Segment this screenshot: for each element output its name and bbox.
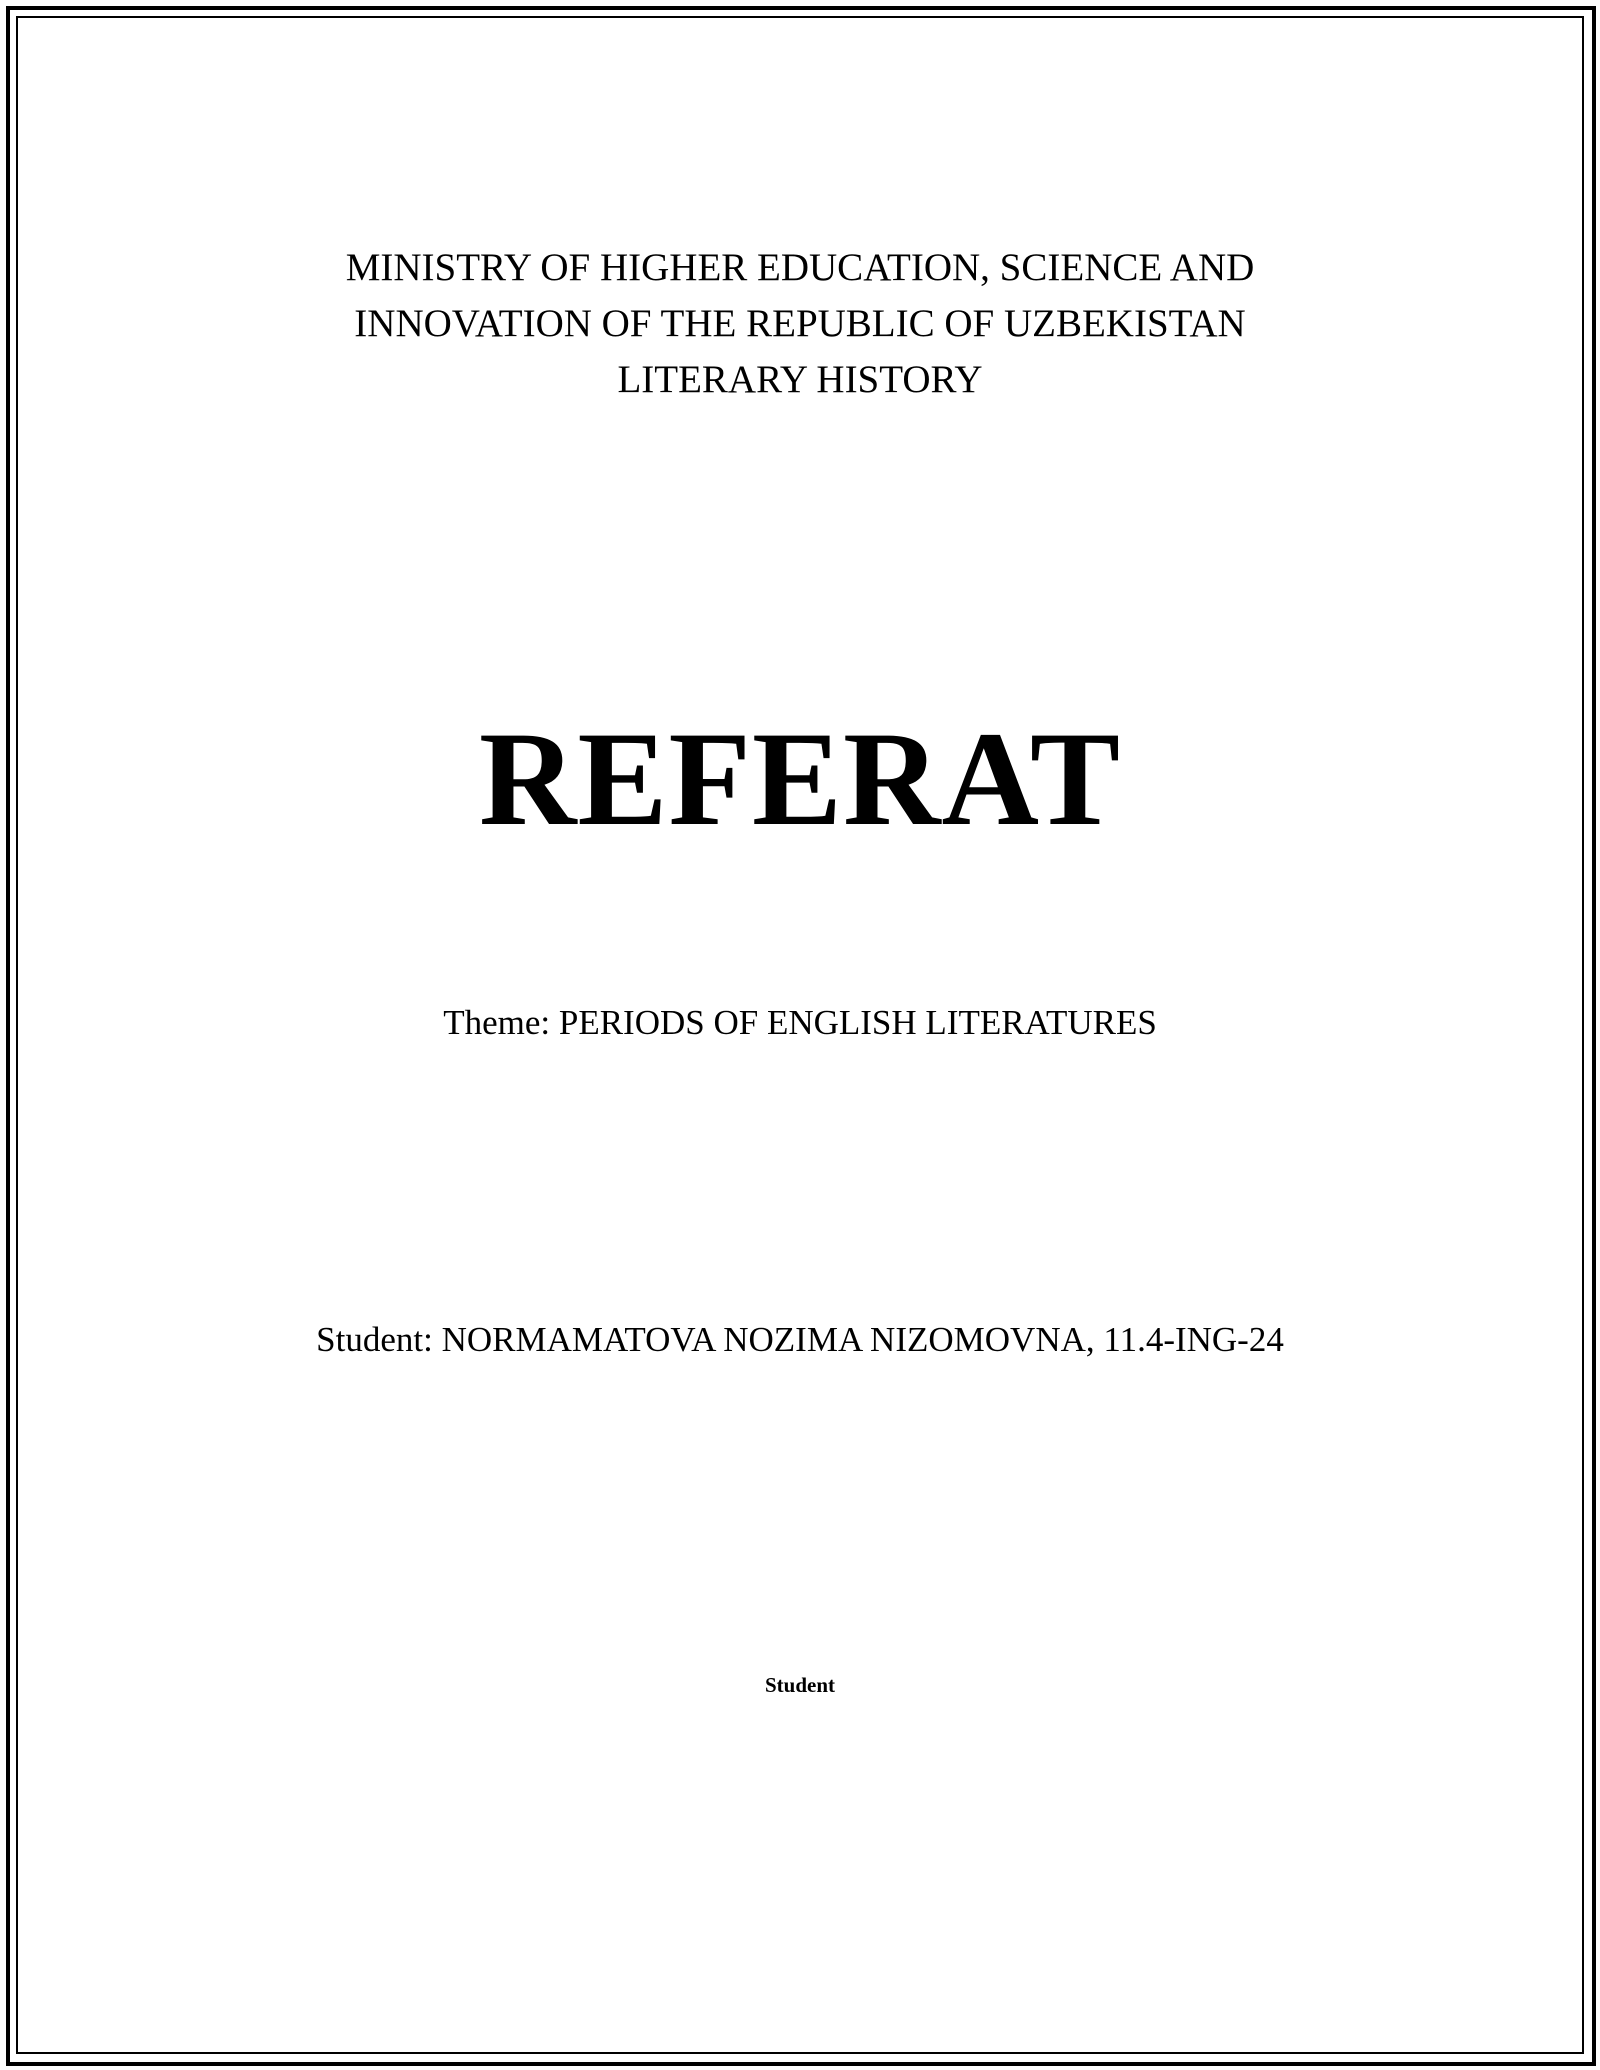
ministry-line-2: INNOVATION OF THE REPUBLIC OF UZBEKISTAN bbox=[354, 302, 1246, 345]
student-info-line: Student: NORMAMATOVA NOZIMA NIZOMOVNA, 11.4-ING-24 bbox=[316, 1320, 1284, 1359]
student-signature-label: Student bbox=[764, 1673, 836, 1697]
subject-line: LITERARY HISTORY bbox=[617, 358, 983, 401]
document-title: REFERAT bbox=[478, 705, 1122, 854]
ministry-line-1: MINISTRY OF HIGHER EDUCATION, SCIENCE AND bbox=[345, 246, 1255, 289]
theme-line: Theme: PERIODS OF ENGLISH LITERATURES bbox=[443, 1003, 1157, 1042]
